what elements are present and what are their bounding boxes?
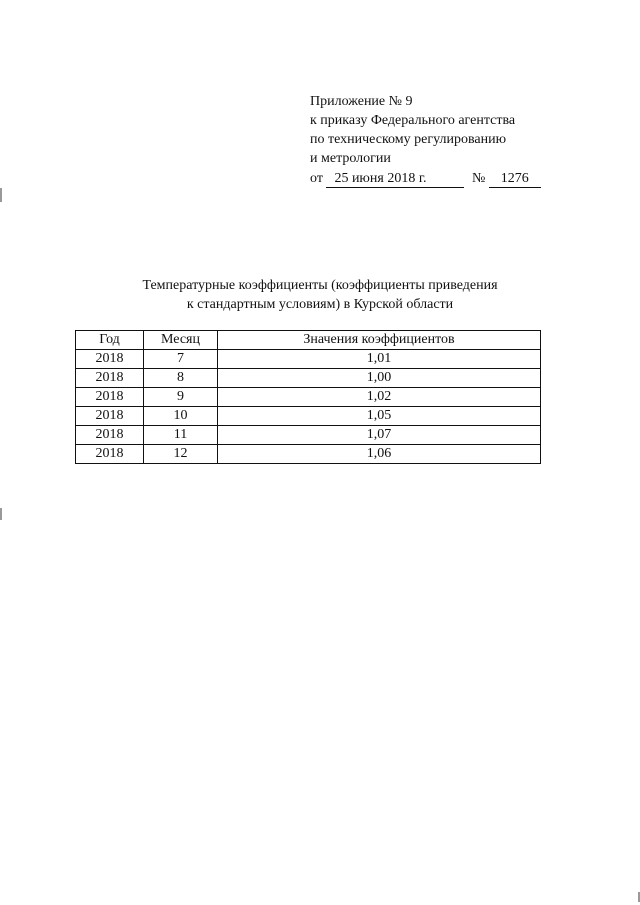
cell-value: 1,05 <box>218 407 541 426</box>
order-number: 1276 <box>489 171 541 188</box>
cell-month: 9 <box>144 388 218 407</box>
cell-year: 2018 <box>76 407 144 426</box>
title-line-1: Температурные коэффициенты (коэффициенты приведения <box>142 278 498 293</box>
cell-value: 1,01 <box>218 350 541 369</box>
title-line-2: к стандартным условиям) в Курской области <box>186 297 454 312</box>
cell-value: 1,00 <box>218 369 541 388</box>
cell-year: 2018 <box>76 369 144 388</box>
cell-value: 1,02 <box>218 388 541 407</box>
scan-edge-mark <box>0 188 2 202</box>
cell-month: 8 <box>144 369 218 388</box>
table-row <box>76 426 541 445</box>
order-line <box>310 169 570 188</box>
coefficients-table <box>75 330 541 464</box>
table-row <box>76 407 541 426</box>
cell-year: 2018 <box>76 388 144 407</box>
appendix-line-3: по техническому регулированию <box>310 132 507 147</box>
table-row <box>76 445 541 464</box>
header-month: Месяц <box>144 331 218 350</box>
cell-month: 11 <box>144 426 218 445</box>
header-year: Год <box>76 331 144 350</box>
cell-month: 7 <box>144 350 218 369</box>
table-row <box>76 388 541 407</box>
cell-year: 2018 <box>76 426 144 445</box>
appendix-line-2: к приказу Федерального агентства <box>310 113 516 128</box>
appendix-line-4: и метрологии <box>310 151 391 166</box>
appendix-line-1: Приложение № 9 <box>310 94 413 109</box>
table-header-row <box>76 331 541 350</box>
cell-month: 12 <box>144 445 218 464</box>
cell-month: 10 <box>144 407 218 426</box>
cell-value: 1,07 <box>218 426 541 445</box>
cell-year: 2018 <box>76 350 144 369</box>
header-value: Значения коэффициентов <box>218 331 541 350</box>
cell-year: 2018 <box>76 445 144 464</box>
from-label: от <box>310 171 323 186</box>
cell-value: 1,06 <box>218 445 541 464</box>
table-row <box>76 369 541 388</box>
appendix-header <box>310 92 570 188</box>
table-row <box>76 350 541 369</box>
number-label: № <box>471 171 486 186</box>
order-date: 25 июня 2018 г. <box>326 171 464 188</box>
scan-edge-mark <box>0 508 2 520</box>
document-title <box>60 276 580 314</box>
